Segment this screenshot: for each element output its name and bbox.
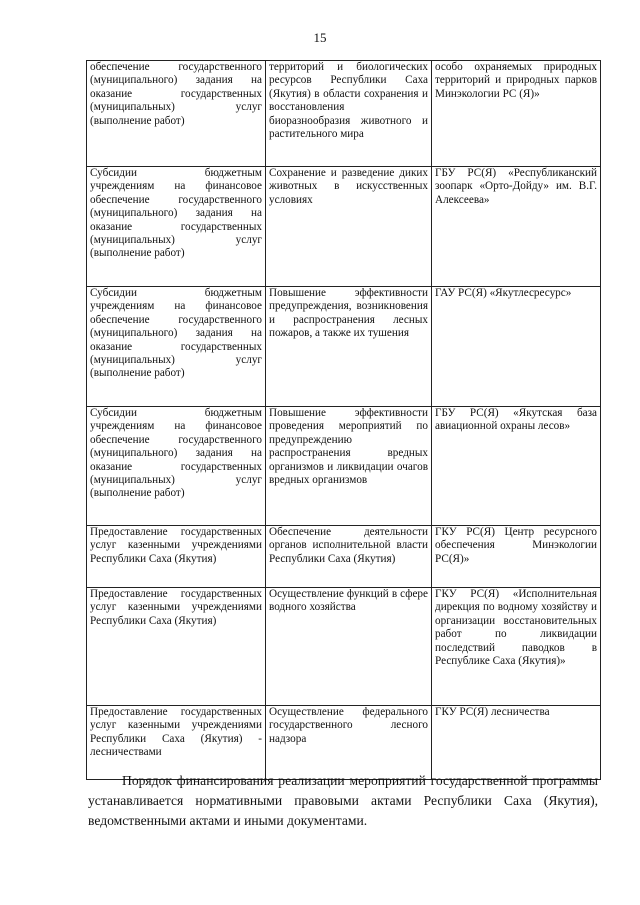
purpose-cell: Повышение эффективности предупреждения, возникновения и распространения лесных пожаров, а также их тушения <box>266 287 432 407</box>
table-row <box>87 588 601 706</box>
measure-cell: Предоставление государственных услуг казенными учреждениями Республики Саха (Якутия) <box>87 588 266 706</box>
measure-cell: Субсидии бюджетным учреждениям на финансовое обеспечение государственного (муниципального) задания на оказание государственных (муниципальных) услуг (выполнение работ) <box>87 287 266 407</box>
table-row <box>87 287 601 407</box>
programme-table <box>86 60 601 780</box>
measure-cell: Предоставление государственных услуг казенными учреждениями Республики Саха (Якутия) <box>87 526 266 588</box>
closing-paragraph: Порядок финансирования реализации мероприятий государственной программы устанавливается нормативными правовыми актами Республики Саха (Якутия), ведомственными актами и иными документами. <box>88 773 598 828</box>
purpose-cell: Сохранение и разведение диких животных в искусственных условиях <box>266 167 432 287</box>
table-row <box>87 706 601 780</box>
executor-cell: ГКУ РС(Я) лесничества <box>432 706 601 780</box>
page-number: 15 <box>313 30 327 45</box>
measure-cell: Субсидии бюджетным учреждениям на финансовое обеспечение государственного (муниципального) задания на оказание государственных (муниципальных) услуг (выполнение работ) <box>87 407 266 526</box>
executor-cell: ГБУ РС(Я) «Республиканский зоопарк «Орто-Дойду» им. В.Г. Алексеева» <box>432 167 601 287</box>
purpose-cell: Осуществление федерального государственного лесного надзора <box>266 706 432 780</box>
table-row <box>87 526 601 588</box>
table-row <box>87 167 601 287</box>
executor-cell: ГКУ РС(Я) «Исполнительная дирекция по водному хозяйству и организации восстановительных работ по ликвидации последствий паводков в Республике Саха (Якутия)» <box>432 588 601 706</box>
executor-cell: ГБУ РС(Я) «Якутская база авиационной охраны лесов» <box>432 407 601 526</box>
executor-cell: ГКУ РС(Я) Центр ресурсного обеспечения Минэкологии РС(Я)» <box>432 526 601 588</box>
measure-cell: Субсидии бюджетным учреждениям на финансовое обеспечение государственного (муниципального) задания на оказание государственных (муниципальных) услуг (выполнение работ) <box>87 167 266 287</box>
measure-cell: Предоставление государственных услуг казенными учреждениями Республики Саха (Якутия) - лесничествами <box>87 706 266 780</box>
purpose-cell: территорий и биологических ресурсов Республики Саха (Якутия) в области сохранения и восстановления биоразнообразия животного и растительного мира <box>266 61 432 167</box>
table-row <box>87 407 601 526</box>
executor-cell: особо охраняемых природных территорий и природных парков Минэкологии РС (Я)» <box>432 61 601 167</box>
executor-cell: ГАУ РС(Я) «Якутлесресурс» <box>432 287 601 407</box>
table-row <box>87 61 601 167</box>
purpose-cell: Обеспечение деятельности органов исполнительной власти Республики Саха (Якутия) <box>266 526 432 588</box>
purpose-cell: Осуществление функций в сфере водного хозяйства <box>266 588 432 706</box>
purpose-cell: Повышение эффективности проведения мероприятий по предупреждению распространения вредных организмов и ликвидации очагов вредных организмов <box>266 407 432 526</box>
measure-cell: обеспечение государственного (муниципального) задания на оказание государственных (муниципальных) услуг (выполнение работ) <box>87 61 266 167</box>
